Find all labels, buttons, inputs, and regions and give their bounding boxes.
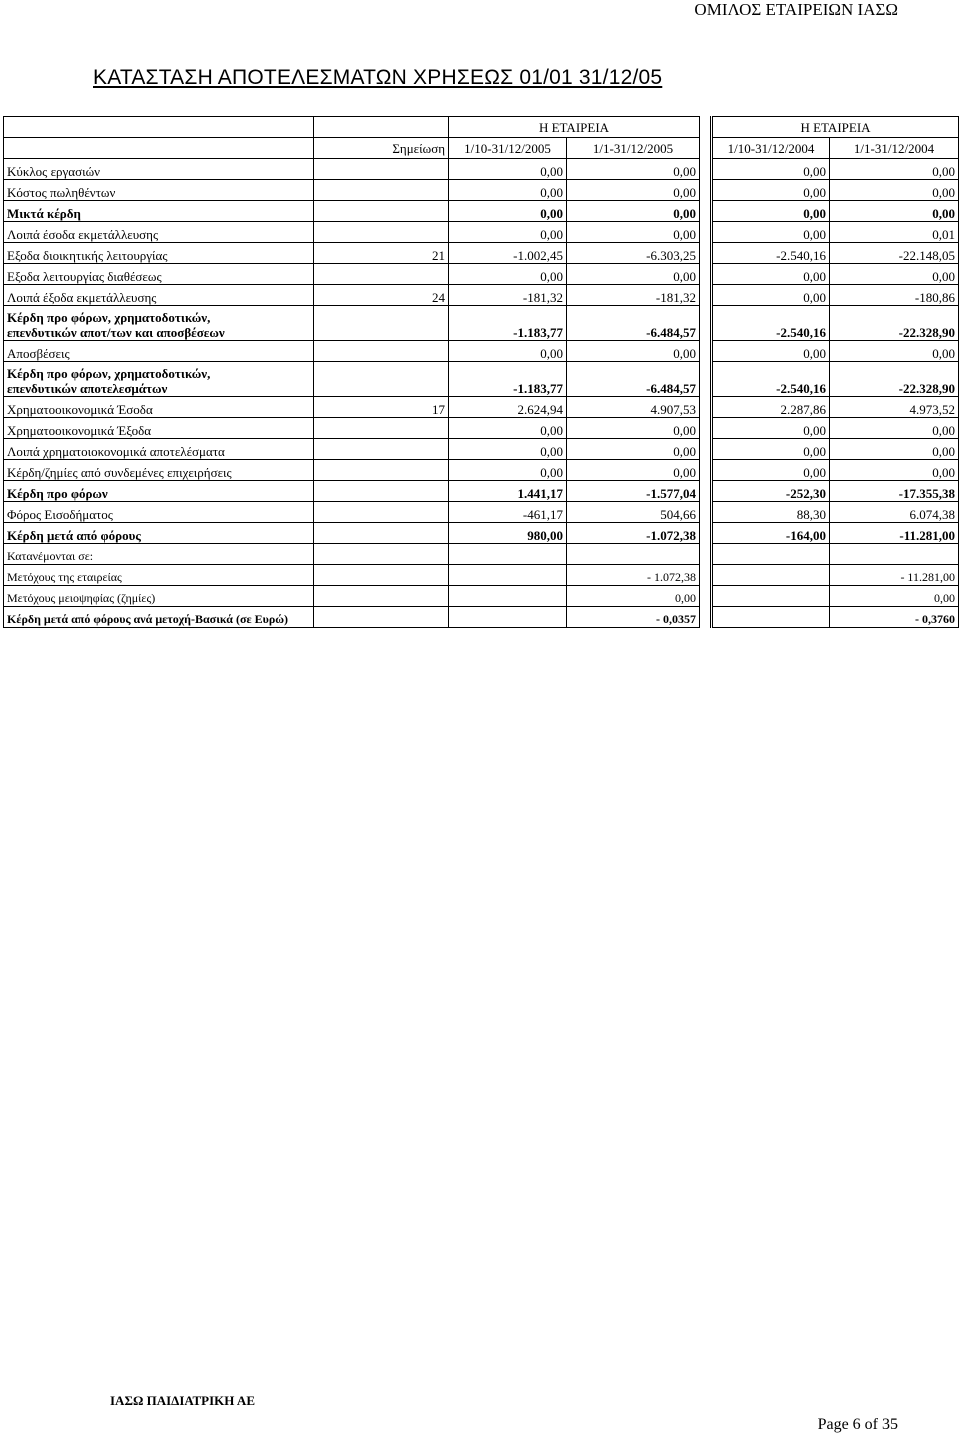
value-q4-2004: 0,00 (712, 222, 830, 243)
value-fy-2005: -1.072,38 (567, 523, 700, 544)
value-q4-2004: 0,00 (712, 341, 830, 362)
value-fy-2005: 0,00 (567, 341, 700, 362)
row-label: Κατανέμονται σε: (4, 544, 314, 565)
value-fy-2004: 4.973,52 (830, 397, 959, 418)
footer-company: ΙΑΣΩ ΠΑΙΔΙΑΤΡΙΚΗ ΑΕ (110, 1393, 255, 1408)
value-q4-2004: -164,00 (712, 523, 830, 544)
value-q4-2004 (712, 565, 830, 586)
value-q4-2004 (712, 607, 830, 628)
value-fy-2004: -22.328,90 (830, 306, 959, 341)
row-label: Κέρδη μετά από φόρους (4, 523, 314, 544)
value-fy-2005: 504,66 (567, 502, 700, 523)
company-group-header-2004: Η ΕΤΑΙΡΕΙΑ (712, 117, 959, 138)
value-q4-2005: -1.183,77 (449, 306, 567, 341)
value-q4-2004 (712, 586, 830, 607)
row-label: Κέρδη/ζημίες από συνδεμένες επιχειρήσεις (4, 460, 314, 481)
page-title: ΚΑΤΑΣΤΑΣΗ ΑΠΟΤΕΛΕΣΜΑΤΩΝ ΧΡΗΣΕΩΣ 01/01 31/12/05 (93, 66, 663, 89)
row-note (314, 180, 449, 201)
value-fy-2004: - 11.281,00 (830, 565, 959, 586)
value-fy-2005: -1.577,04 (567, 481, 700, 502)
value-fy-2004: -17.355,38 (830, 481, 959, 502)
table-row (4, 201, 959, 222)
income-statement-table (3, 116, 959, 628)
table-row (4, 180, 959, 201)
value-q4-2005: 0,00 (449, 180, 567, 201)
row-note (314, 439, 449, 460)
value-q4-2004: -252,30 (712, 481, 830, 502)
row-label: Φόρος Εισοδήματος (4, 502, 314, 523)
row-label-line-1: Κέρδη προ φόρων, χρηματοδοτικών, (7, 366, 211, 381)
row-note (314, 544, 449, 565)
row-label: Λοιπά χρηματοιοκονομικά αποτελέσματα (4, 439, 314, 460)
value-fy-2005: 0,00 (567, 264, 700, 285)
table-row (4, 607, 959, 628)
value-q4-2004: 88,30 (712, 502, 830, 523)
value-fy-2005: 0,00 (567, 180, 700, 201)
value-q4-2004 (712, 544, 830, 565)
table-row (4, 222, 959, 243)
value-fy-2004: 0,00 (830, 264, 959, 285)
table-row (4, 397, 959, 418)
value-q4-2004: -2.540,16 (712, 243, 830, 264)
value-fy-2005: 0,00 (567, 222, 700, 243)
value-fy-2005: 0,00 (567, 201, 700, 222)
value-fy-2005: 0,00 (567, 460, 700, 481)
value-q4-2004: 0,00 (712, 285, 830, 306)
row-label: Εξοδα λειτουργίας διαθέσεως (4, 264, 314, 285)
row-label: Λοιπά έξοδα εκμετάλλευσης (4, 285, 314, 306)
value-q4-2005: 0,00 (449, 222, 567, 243)
row-label: Κέρδη προ φόρων (4, 481, 314, 502)
value-q4-2005: 0,00 (449, 341, 567, 362)
row-note (314, 201, 449, 222)
row-note (314, 222, 449, 243)
row-note (314, 481, 449, 502)
value-fy-2004: 0,00 (830, 341, 959, 362)
row-note (314, 159, 449, 180)
row-note: 17 (314, 397, 449, 418)
value-fy-2005: 0,00 (567, 418, 700, 439)
value-fy-2004 (830, 544, 959, 565)
value-q4-2005: -1.183,77 (449, 362, 567, 397)
row-note (314, 418, 449, 439)
value-q4-2005: -1.002,45 (449, 243, 567, 264)
value-q4-2004: 0,00 (712, 418, 830, 439)
table-row (4, 418, 959, 439)
company-group-header: ΟΜΙΛΟΣ ΕΤΑΙΡΕΙΩΝ ΙΑΣΩ (694, 0, 898, 19)
table-row (4, 565, 959, 586)
row-label (4, 306, 314, 341)
table-row (4, 460, 959, 481)
value-fy-2004: 0,00 (830, 439, 959, 460)
row-label-line-2: επενδυτικών αποτελεσμάτων (7, 381, 168, 396)
row-label: Κόστος πωληθέντων (4, 180, 314, 201)
row-note: 24 (314, 285, 449, 306)
value-fy-2005 (567, 544, 700, 565)
value-q4-2004: 0,00 (712, 439, 830, 460)
row-label: Αποσβέσεις (4, 341, 314, 362)
period-header-q4-2005: 1/10-31/12/2005 (449, 138, 567, 159)
value-fy-2005: -181,32 (567, 285, 700, 306)
group-header-row (4, 117, 959, 138)
value-q4-2005 (449, 607, 567, 628)
value-q4-2004: -2.540,16 (712, 362, 830, 397)
page-number: Page 6 of 35 (817, 1416, 898, 1433)
value-q4-2005: -461,17 (449, 502, 567, 523)
row-label-line-2: επενδυτικών αποτ/των και αποσβέσεων (7, 325, 225, 340)
row-note (314, 565, 449, 586)
value-fy-2004: 0,00 (830, 586, 959, 607)
note-column-header: Σημείωση (314, 138, 449, 159)
table-row (4, 159, 959, 180)
row-label-line-1: Κέρδη προ φόρων, χρηματοδοτικών, (7, 310, 211, 325)
table-row (4, 523, 959, 544)
period-header-fy-2005: 1/1-31/12/2005 (567, 138, 700, 159)
value-q4-2004: 0,00 (712, 159, 830, 180)
value-q4-2005: 0,00 (449, 418, 567, 439)
value-q4-2004: -2.540,16 (712, 306, 830, 341)
value-fy-2004: 0,00 (830, 460, 959, 481)
table-row (4, 264, 959, 285)
row-label: Μετόχους μειοψηφίας (ζημίες) (4, 586, 314, 607)
value-fy-2004: -11.281,00 (830, 523, 959, 544)
row-note (314, 362, 449, 397)
row-note (314, 341, 449, 362)
row-note (314, 502, 449, 523)
value-q4-2005: 980,00 (449, 523, 567, 544)
value-q4-2005: 2.624,94 (449, 397, 567, 418)
period-header-fy-2004: 1/1-31/12/2004 (830, 138, 959, 159)
value-fy-2004: 0,00 (830, 159, 959, 180)
table-row (4, 481, 959, 502)
value-q4-2004: 0,00 (712, 264, 830, 285)
value-fy-2005: 0,00 (567, 159, 700, 180)
value-q4-2004: 0,00 (712, 460, 830, 481)
value-q4-2005: 0,00 (449, 460, 567, 481)
value-fy-2004: -22.328,90 (830, 362, 959, 397)
value-fy-2004: 0,00 (830, 418, 959, 439)
row-label: Κύκλος εργασιών (4, 159, 314, 180)
value-fy-2004: -180,86 (830, 285, 959, 306)
value-q4-2005 (449, 586, 567, 607)
value-fy-2005: 0,00 (567, 586, 700, 607)
row-label: Κέρδη μετά από φόρους ανά μετοχή-Βασικά (σε Ευρώ) (4, 607, 314, 628)
table-row (4, 502, 959, 523)
row-label: Μετόχους της εταιρείας (4, 565, 314, 586)
value-q4-2005: -181,32 (449, 285, 567, 306)
value-fy-2005: - 0,0357 (567, 607, 700, 628)
value-fy-2005: 4.907,53 (567, 397, 700, 418)
row-note (314, 306, 449, 341)
value-q4-2004: 2.287,86 (712, 397, 830, 418)
table-row (4, 362, 959, 397)
row-label: Λοιπά έσοδα εκμετάλλευσης (4, 222, 314, 243)
value-fy-2005: - 1.072,38 (567, 565, 700, 586)
value-fy-2004: 0,01 (830, 222, 959, 243)
value-q4-2005: 0,00 (449, 264, 567, 285)
value-fy-2005: -6.303,25 (567, 243, 700, 264)
period-header-q4-2004: 1/10-31/12/2004 (712, 138, 830, 159)
table-row (4, 586, 959, 607)
row-note (314, 460, 449, 481)
value-q4-2004: 0,00 (712, 180, 830, 201)
value-fy-2004: 0,00 (830, 180, 959, 201)
value-fy-2004: -22.148,05 (830, 243, 959, 264)
row-note: 21 (314, 243, 449, 264)
row-label: Μικτά κέρδη (4, 201, 314, 222)
value-q4-2005 (449, 544, 567, 565)
table-row (4, 306, 959, 341)
value-fy-2004: 0,00 (830, 201, 959, 222)
value-q4-2005: 0,00 (449, 439, 567, 460)
row-label: Εξοδα διοικητικής λειτουργίας (4, 243, 314, 264)
value-q4-2005: 1.441,17 (449, 481, 567, 502)
value-fy-2004: 6.074,38 (830, 502, 959, 523)
value-fy-2005: -6.484,57 (567, 362, 700, 397)
value-q4-2004: 0,00 (712, 201, 830, 222)
row-note (314, 523, 449, 544)
company-group-header-2005: Η ΕΤΑΙΡΕΙΑ (449, 117, 700, 138)
table-row (4, 439, 959, 460)
row-label: Χρηματοοικονομικά Έσοδα (4, 397, 314, 418)
value-fy-2005: -6.484,57 (567, 306, 700, 341)
table-row (4, 341, 959, 362)
value-fy-2005: 0,00 (567, 439, 700, 460)
row-note (314, 264, 449, 285)
value-fy-2004: - 0,3760 (830, 607, 959, 628)
table-row (4, 243, 959, 264)
table-row (4, 544, 959, 565)
period-header-row (4, 138, 959, 159)
value-q4-2005 (449, 565, 567, 586)
row-note (314, 586, 449, 607)
value-q4-2005: 0,00 (449, 201, 567, 222)
table-body (4, 159, 959, 628)
table-row (4, 285, 959, 306)
row-label: Χρηματοοικονομικά Έξοδα (4, 418, 314, 439)
value-q4-2005: 0,00 (449, 159, 567, 180)
row-note (314, 607, 449, 628)
row-label (4, 362, 314, 397)
